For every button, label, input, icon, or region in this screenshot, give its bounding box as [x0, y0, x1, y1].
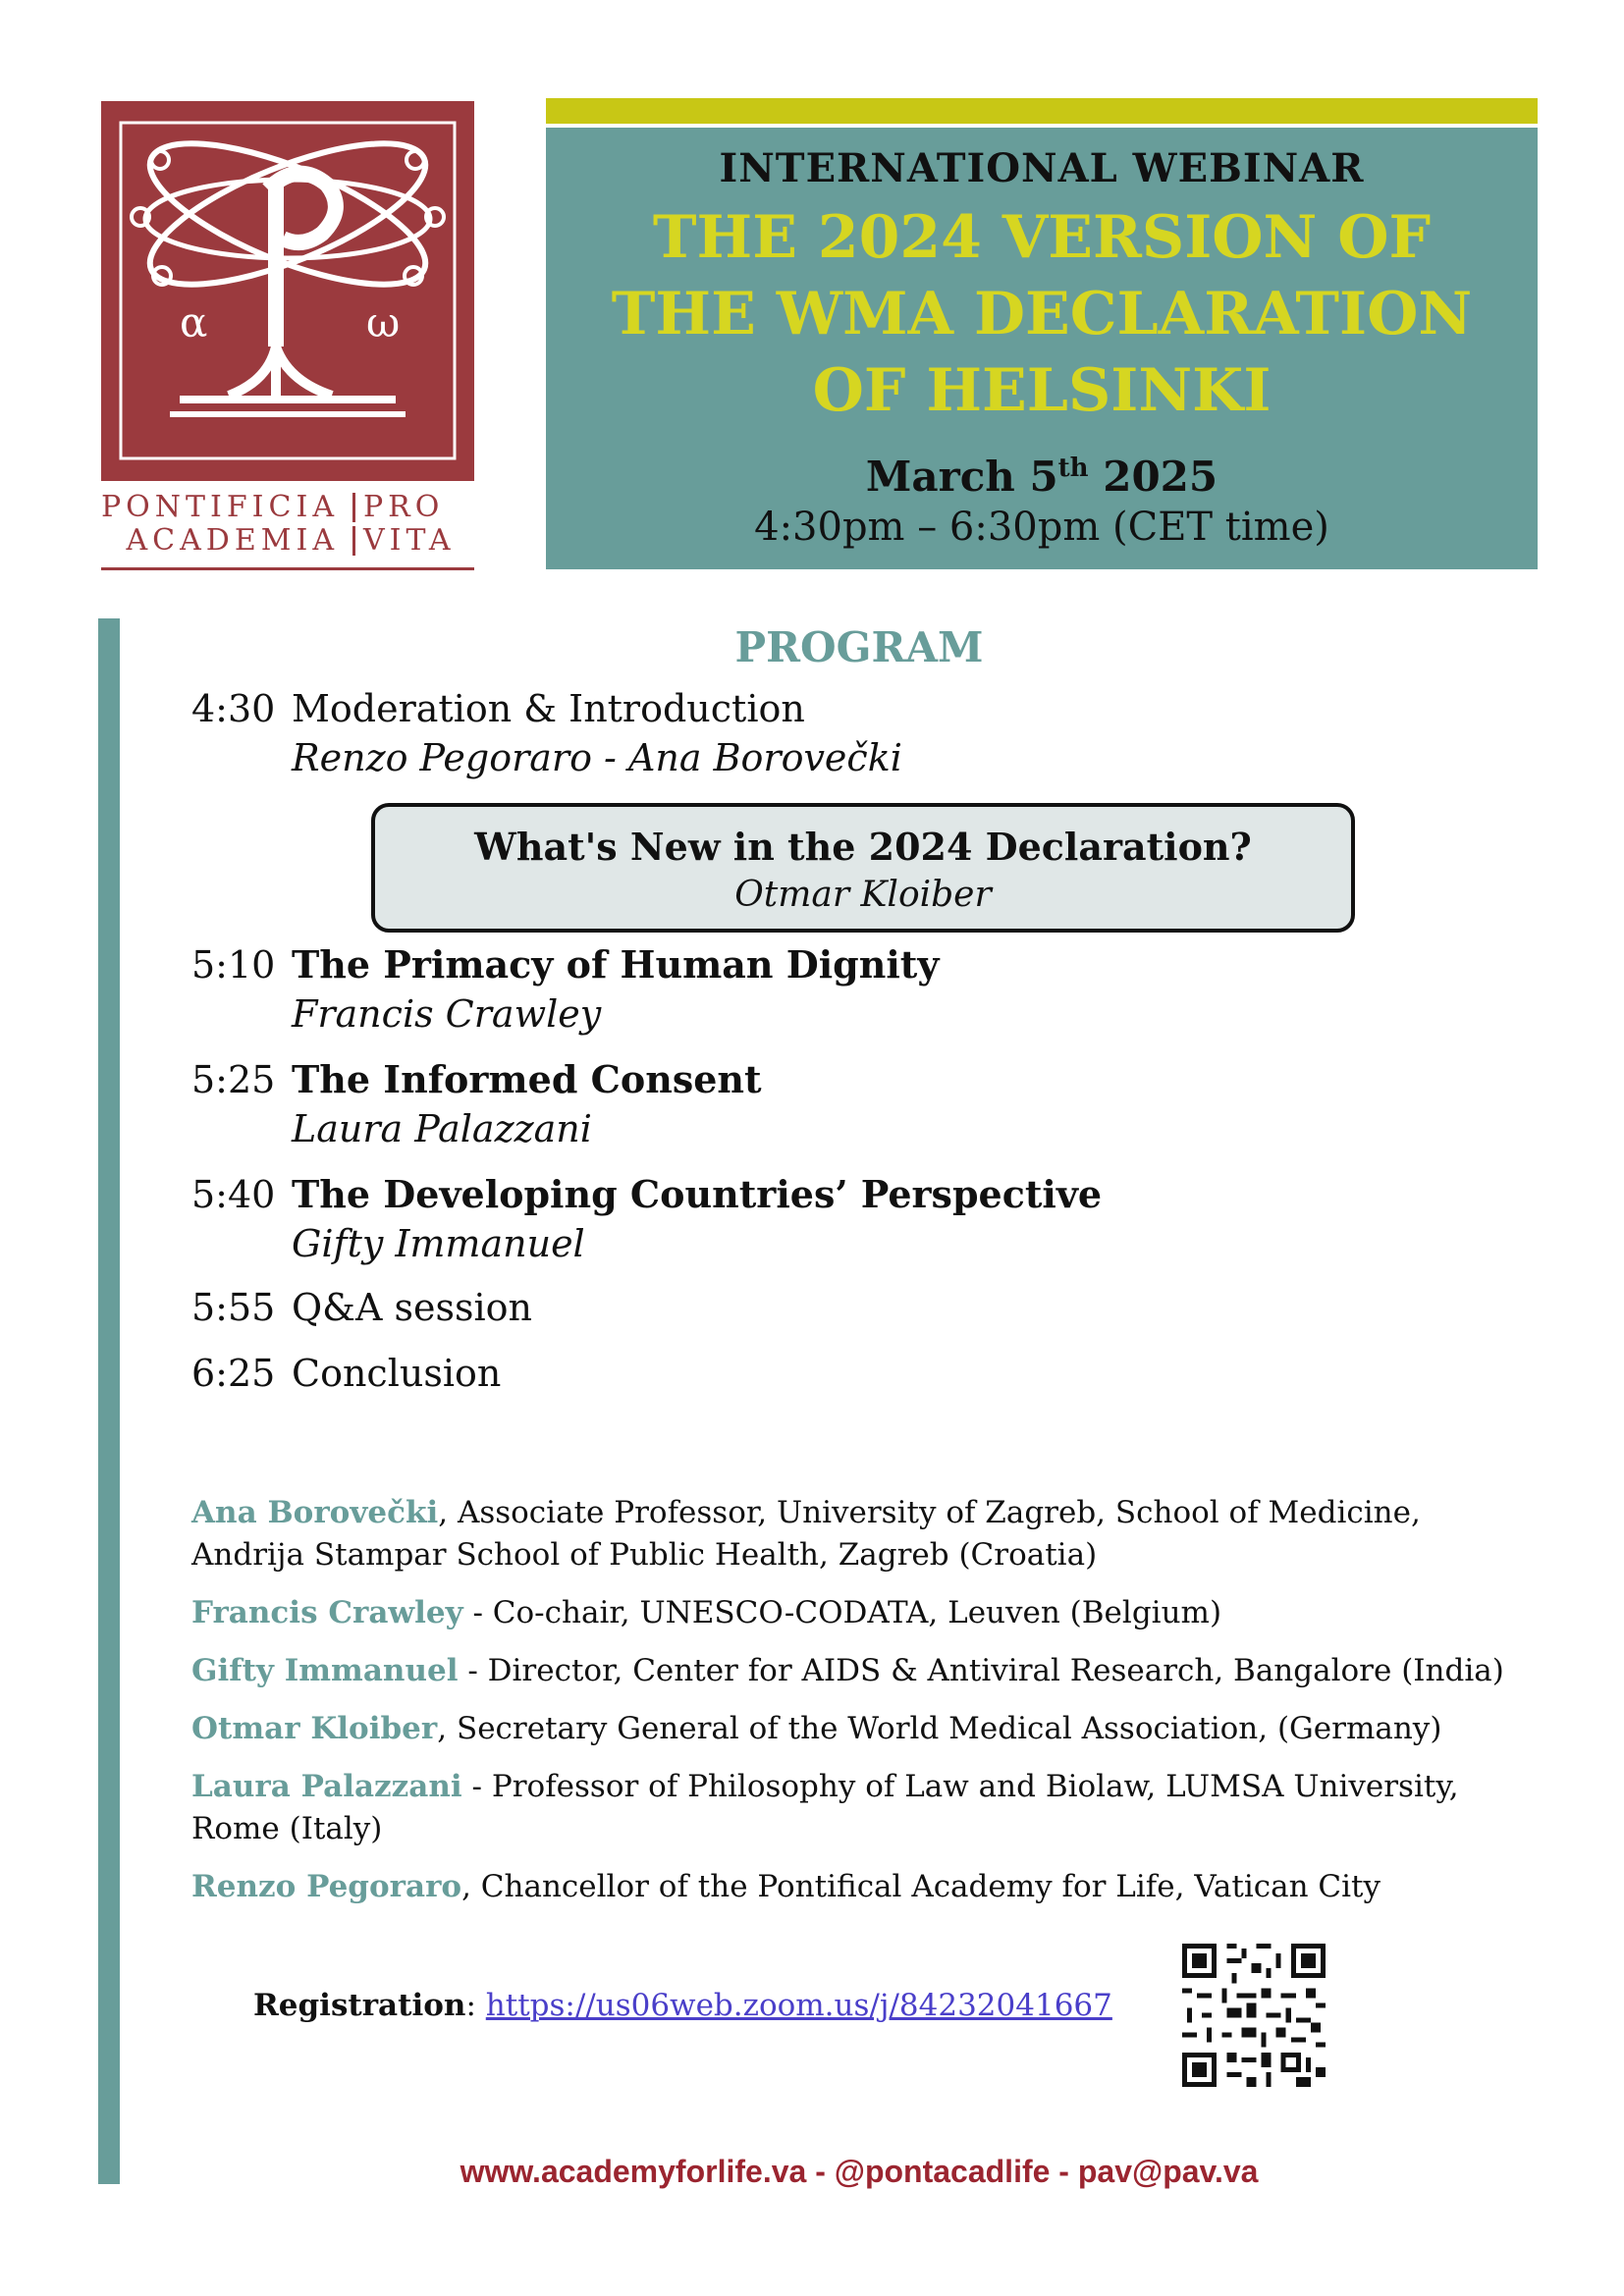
highlight-title: What's New in the 2024 Declaration? [474, 825, 1252, 869]
header-banner [546, 128, 1538, 569]
program-speaker: Francis Crawley [292, 992, 602, 1036]
event-title [546, 199, 1538, 429]
footer-contacts: www.academyforlife.va - @pontacadlife - pav@pav.va [460, 2154, 1259, 2189]
logo-divider [352, 526, 355, 556]
program-time: 4:30 [191, 687, 276, 730]
bio-entry [191, 1708, 1507, 1750]
logo-wordmark [98, 491, 481, 558]
event-title-line: OF HELSINKI [812, 356, 1272, 425]
program-title: The Developing Countries’ Perspective [292, 1172, 1103, 1216]
registration-line [253, 1988, 1112, 2023]
program-item [191, 687, 902, 779]
bio-text: , Associate Professor, University of Zagreb, School of Medicine, Andrija Stampar School of Public Health, Zagreb (Croatia) [191, 1495, 1421, 1573]
side-accent-bar [98, 618, 120, 2184]
program-item [191, 1172, 1102, 1265]
program-title: Q&A session [292, 1286, 532, 1329]
program-item [191, 1057, 762, 1150]
logo-divider [352, 493, 355, 522]
registration-link[interactable]: https://us06web.zoom.us/j/84232041667 [485, 1988, 1112, 2023]
highlight-session-box [371, 803, 1355, 933]
bio-text: - Professor of Philosophy of Law and Biolaw, LUMSA University, Rome (Italy) [191, 1769, 1459, 1846]
highlight-speaker: Otmar Kloiber [734, 875, 992, 915]
event-title-line: THE WMA DECLARATION [611, 280, 1473, 348]
header-accent-bar [546, 98, 1538, 124]
bio-name: Laura Palazzani [191, 1769, 462, 1804]
program-title: Conclusion [292, 1352, 502, 1395]
logo-emblem [101, 101, 474, 481]
program-heading: PROGRAM [734, 623, 984, 671]
bio-name: Gifty Immanuel [191, 1653, 459, 1688]
speaker-bios [191, 1492, 1507, 1924]
svg-text:ω: ω [366, 298, 401, 347]
program-time: 6:25 [191, 1352, 276, 1395]
qr-code-icon[interactable] [1182, 1944, 1326, 2087]
program-title: Moderation & Introduction [292, 687, 805, 730]
logo-word-right-bottom: VITA [363, 523, 456, 558]
logo-underline [101, 567, 474, 570]
program-time: 5:10 [191, 943, 276, 987]
program-time: 5:25 [191, 1058, 276, 1101]
program-title: The Primacy of Human Dignity [292, 942, 940, 987]
bio-entry [191, 1766, 1507, 1850]
program-title: The Informed Consent [292, 1057, 762, 1101]
svg-text:α: α [180, 298, 208, 347]
registration-label: Registration [253, 1988, 466, 2023]
event-kicker: INTERNATIONAL WEBINAR [719, 145, 1365, 191]
bio-entry [191, 1650, 1507, 1692]
bio-entry [191, 1492, 1507, 1576]
program-time: 5:40 [191, 1173, 276, 1216]
logo-word-left-top: PONTIFICIA [100, 490, 339, 524]
bio-name: Francis Crawley [191, 1595, 463, 1630]
bio-text: - Director, Center for AIDS & Antiviral Research, Bangalore (India) [458, 1653, 1504, 1688]
event-title-line: THE 2024 VERSION OF [652, 203, 1432, 272]
event-date: March 5th 2025 [865, 453, 1218, 501]
program-item [191, 1286, 532, 1329]
logo-word-right-top: PRO [363, 490, 445, 524]
bio-entry [191, 1592, 1507, 1634]
bio-entry [191, 1866, 1507, 1908]
program-speaker: Renzo Pegoraro - Ana Borovečki [292, 736, 902, 779]
logo-word-left-bottom: ACADEMIA [126, 523, 339, 558]
bio-text: - Co-chair, UNESCO-CODATA, Leuven (Belgium) [462, 1595, 1222, 1630]
program-speaker: Gifty Immanuel [292, 1222, 585, 1265]
bio-name: Renzo Pegoraro [191, 1869, 462, 1904]
program-speaker: Laura Palazzani [292, 1107, 592, 1150]
program-item [191, 942, 939, 1036]
program-item [191, 1352, 501, 1395]
bio-text: , Secretary General of the World Medical Association, (Germany) [437, 1711, 1442, 1746]
bio-text: , Chancellor of the Pontifical Academy for Life, Vatican City [461, 1869, 1380, 1904]
chi-rho-tree-icon [101, 101, 474, 481]
registration-separator: : [465, 1988, 486, 2023]
bio-name: Otmar Kloiber [191, 1711, 438, 1746]
bio-name: Ana Borovečki [191, 1495, 439, 1530]
program-time: 5:55 [191, 1286, 276, 1329]
event-time: 4:30pm – 6:30pm (CET time) [754, 505, 1329, 550]
